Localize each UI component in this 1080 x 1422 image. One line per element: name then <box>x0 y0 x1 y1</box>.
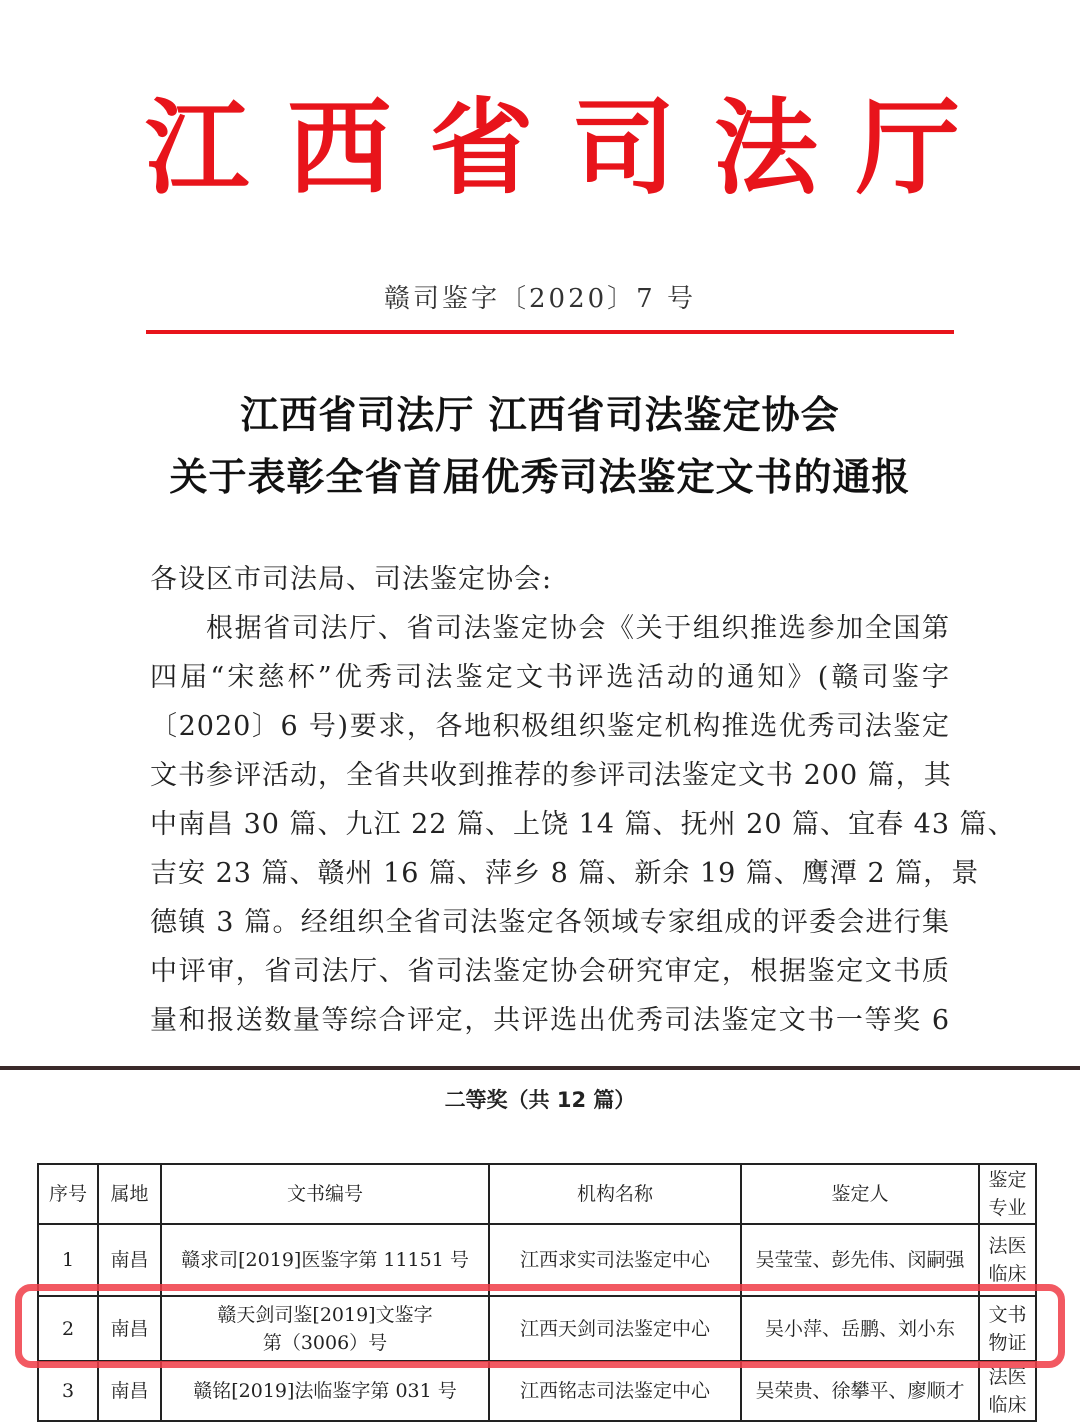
header-region: 属地 <box>98 1164 161 1224</box>
document-title-line-2: 关于表彰全省首届优秀司法鉴定文书的通报 <box>169 454 911 499</box>
header-specialty: 鉴定专业 <box>979 1164 1036 1224</box>
page-separator <box>0 1066 1080 1070</box>
row-highlight-annotation <box>15 1284 1065 1368</box>
red-divider <box>146 330 954 334</box>
document-body <box>150 560 1016 1050</box>
body-line: 量和报送数量等综合评定，共评选出优秀司法鉴定文书一等奖 6 <box>150 1005 950 1036</box>
body-line: 〔2020〕6 号)要求，各地积极组织鉴定机构推选优秀司法鉴定 <box>150 711 950 742</box>
cell-doc-number: 赣天剑司鉴[2019]文鉴字第（3006）号 <box>161 1296 489 1361</box>
cell-institution: 江西求实司法鉴定中心 <box>489 1224 741 1296</box>
cell-region: 南昌 <box>98 1361 161 1421</box>
agency-char: 江 <box>145 86 250 209</box>
cell-index: 2 <box>38 1296 98 1361</box>
cell-doc-number: 赣求司[2019]医鉴字第 11151 号 <box>161 1224 489 1296</box>
cell-region: 南昌 <box>98 1296 161 1361</box>
header-index: 序号 <box>38 1164 98 1224</box>
table-caption: 二等奖（共 12 篇） <box>444 1088 636 1112</box>
cell-index: 1 <box>38 1224 98 1296</box>
cell-specialty: 法医临床 <box>979 1224 1036 1296</box>
agency-char: 司 <box>571 86 676 209</box>
agency-header <box>145 88 960 208</box>
document-title-line-1: 江西省司法厅 江西省司法鉴定协会 <box>240 392 840 437</box>
cell-appraisers: 吴莹莹、彭先伟、闵嗣强 <box>741 1224 979 1296</box>
header-appraisers: 鉴定人 <box>741 1164 979 1224</box>
header-doc-number: 文书编号 <box>161 1164 489 1224</box>
document-number: 赣司鉴字〔2020〕7 号 <box>384 284 696 314</box>
body-line: 中评审，省司法厅、省司法鉴定协会研究审定，根据鉴定文书质 <box>150 956 950 987</box>
cell-appraisers: 吴小萍、岳鹏、刘小东 <box>741 1296 979 1361</box>
body-line: 文书参评活动，全省共收到推荐的参评司法鉴定文书 200 篇，其 <box>150 760 952 791</box>
cell-appraisers: 吴荣贵、徐攀平、廖顺才 <box>741 1361 979 1421</box>
table-header-row <box>38 1164 1036 1224</box>
agency-char: 西 <box>287 86 392 209</box>
cell-institution: 江西铭志司法鉴定中心 <box>489 1361 741 1421</box>
cell-index: 3 <box>38 1361 98 1421</box>
salutation: 各设区市司法局、司法鉴定协会: <box>150 564 553 595</box>
cell-specialty: 文书物证 <box>979 1296 1036 1361</box>
agency-char: 省 <box>429 86 534 209</box>
body-line: 中南昌 30 篇、九江 22 篇、上饶 14 篇、抚州 20 篇、宜春 43 篇、 <box>150 809 1016 840</box>
cell-region: 南昌 <box>98 1224 161 1296</box>
body-line: 四届“宋慈杯”优秀司法鉴定文书评选活动的通知》(赣司鉴字 <box>150 662 950 693</box>
cell-institution: 江西天剑司法鉴定中心 <box>489 1296 741 1361</box>
cell-doc-number: 赣铭[2019]法临鉴字第 031 号 <box>161 1361 489 1421</box>
agency-char: 厅 <box>855 86 960 209</box>
header-institution: 机构名称 <box>489 1164 741 1224</box>
body-line: 根据省司法厅、省司法鉴定协会《关于组织推选参加全国第 <box>206 613 950 644</box>
table-row <box>38 1361 1036 1421</box>
body-line: 德镇 3 篇。经组织全省司法鉴定各领域专家组成的评委会进行集 <box>150 907 950 938</box>
cell-specialty: 法医临床 <box>979 1361 1036 1421</box>
agency-char: 法 <box>713 86 818 209</box>
body-line: 吉安 23 篇、赣州 16 篇、萍乡 8 篇、新余 19 篇、鹰潭 2 篇，景 <box>150 858 980 889</box>
